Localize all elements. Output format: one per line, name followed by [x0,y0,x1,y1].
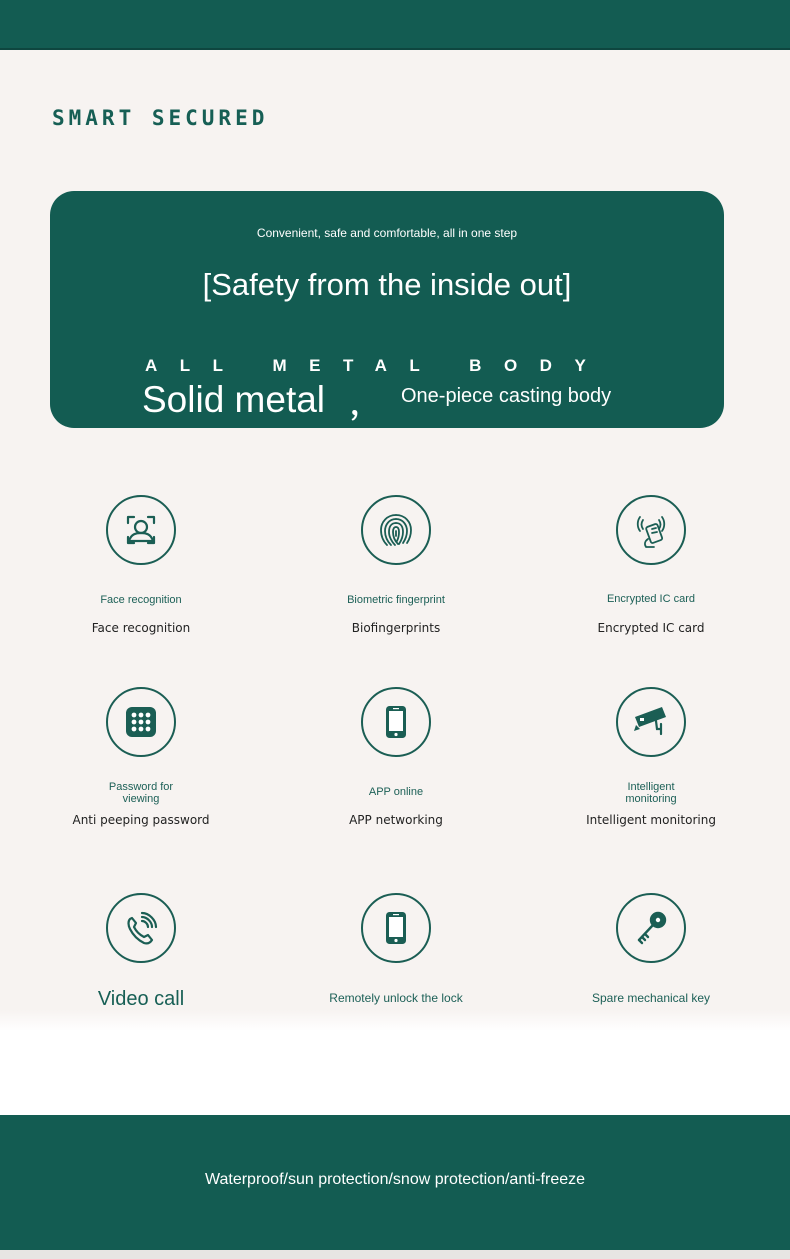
feature-label: Remotely unlock the lock [329,991,463,1005]
fingerprint-icon [361,495,431,565]
feature-label: Spare mechanical key [591,991,711,1005]
hero-body-title: ALL METAL BODY [145,356,609,375]
feature-remote-unlock [286,893,506,1005]
feature-label: Intelligent monitoring [625,781,677,805]
feature-label: APP online [368,786,424,798]
feature-subtitle: Intelligent monitoring [586,813,716,827]
feature-face-recognition [31,495,251,635]
feature-label: Password for viewing [108,781,174,805]
phone-icon [361,687,431,757]
top-banner [0,0,790,48]
hero-casting: One-piece casting body [401,385,612,407]
feature-subtitle: Anti peeping password [72,813,210,827]
feature-subtitle: Encrypted IC card [597,621,705,635]
page-title: SMART SECURED [52,106,269,130]
feature-ic-card [541,495,761,635]
feature-subtitle: Biofingerprints [351,621,441,635]
feature-label: Encrypted IC card [606,593,696,605]
feature-label: Face recognition [100,594,182,606]
video-call-icon [106,893,176,963]
feature-fingerprint [286,495,506,635]
hero-tagline: Convenient, safe and comfortable, all in one step [256,226,518,240]
feature-mechanical-key [541,893,761,1005]
feature-label: Video call [97,988,185,1010]
ic-card-icon [616,495,686,565]
footer-banner [0,1115,790,1250]
hero-panel [50,191,724,428]
section-divider [0,1010,790,1115]
feature-subtitle: APP networking [349,813,443,827]
hero-separator: ， [350,388,380,421]
footer-caption: Waterproof/sun protection/snow protection/anti-freeze [204,1171,586,1188]
hero-slogan: [Safety from the inside out] [202,267,572,302]
face-recognition-icon [106,495,176,565]
keypad-icon [106,687,176,757]
feature-app-online [286,687,506,827]
feature-monitoring [541,687,761,827]
feature-password [31,687,251,827]
key-icon [616,893,686,963]
camera-icon [616,687,686,757]
hero-material: Solid metal [142,379,326,420]
feature-label: Biometric fingerprint [347,594,445,606]
bottom-edge [0,1250,790,1259]
feature-subtitle: Face recognition [91,621,191,635]
feature-video-call [31,893,251,1010]
phone-icon [361,893,431,963]
